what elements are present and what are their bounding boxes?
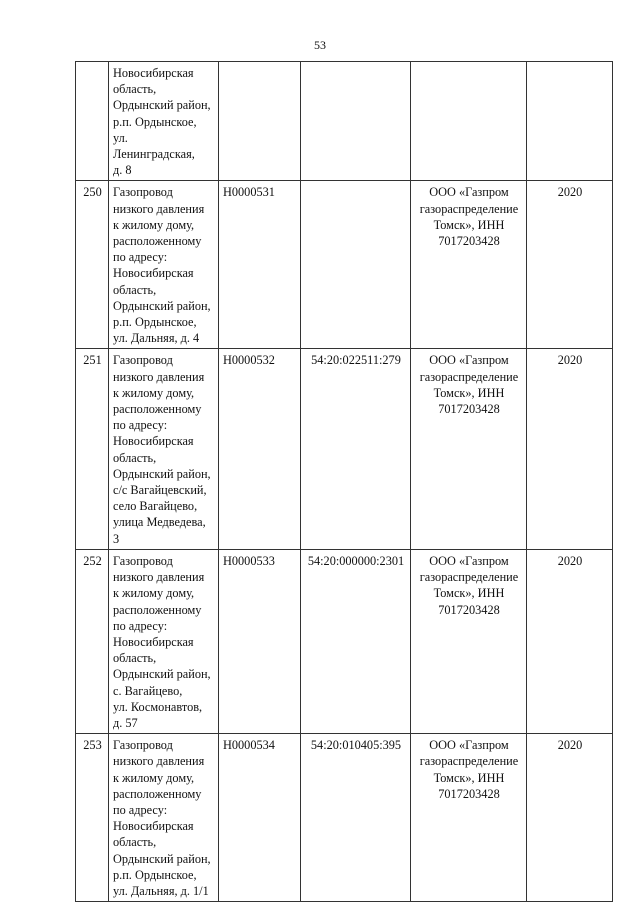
row-number: 252 xyxy=(76,549,109,733)
row-number: 250 xyxy=(76,181,109,349)
object-description: Газопровод низкого давления к жилому дому, расположенному по адресу: Новосибирская область, Ордынский район, р.п. Ордынское, ул. Дальняя, д. 1/1 xyxy=(109,734,219,902)
owner-organization: ООО «Газпром газораспределение Томск», ИНН 7017203428 xyxy=(411,549,527,733)
table-row xyxy=(76,62,613,181)
table-row xyxy=(76,349,613,549)
owner-organization: ООО «Газпром газораспределение Томск», ИНН 7017203428 xyxy=(411,734,527,902)
registry-table xyxy=(75,61,613,902)
owner-organization: ООО «Газпром газораспределение Томск», ИНН 7017203428 xyxy=(411,181,527,349)
object-description: Новосибирская область, Ордынский район, р.п. Ордынское, ул. Ленинградская, д. 8 xyxy=(109,62,219,181)
row-number xyxy=(76,62,109,181)
cadastral-number: 54:20:000000:2301 xyxy=(301,549,411,733)
cadastral-number xyxy=(301,62,411,181)
inventory-number: Н0000531 xyxy=(219,181,301,349)
cadastral-number: 54:20:010405:395 xyxy=(301,734,411,902)
cadastral-number: 54:20:022511:279 xyxy=(301,349,411,549)
object-description: Газопровод низкого давления к жилому дому, расположенному по адресу: Новосибирская область, Ордынский район, с. Вагайцево, ул. Космонавтов, д. 57 xyxy=(109,549,219,733)
object-description: Газопровод низкого давления к жилому дому, расположенному по адресу: Новосибирская область, Ордынский район, р.п. Ордынское, ул. Дальняя, д. 4 xyxy=(109,181,219,349)
table-body xyxy=(76,62,613,902)
inventory-number: Н0000534 xyxy=(219,734,301,902)
object-description: Газопровод низкого давления к жилому дому, расположенному по адресу: Новосибирская область, Ордынский район, с/с Вагайцевский, село Вагайцево, улица Медведева, 3 xyxy=(109,349,219,549)
inventory-number xyxy=(219,62,301,181)
owner-organization: ООО «Газпром газораспределение Томск», ИНН 7017203428 xyxy=(411,349,527,549)
row-number: 253 xyxy=(76,734,109,902)
page-number: 53 xyxy=(314,38,326,52)
year: 2020 xyxy=(527,549,613,733)
year xyxy=(527,62,613,181)
year: 2020 xyxy=(527,349,613,549)
row-number: 251 xyxy=(76,349,109,549)
inventory-number: Н0000533 xyxy=(219,549,301,733)
table-row xyxy=(76,181,613,349)
year: 2020 xyxy=(527,181,613,349)
table-row xyxy=(76,549,613,733)
inventory-number: Н0000532 xyxy=(219,349,301,549)
cadastral-number xyxy=(301,181,411,349)
table-row xyxy=(76,734,613,902)
owner-organization xyxy=(411,62,527,181)
year: 2020 xyxy=(527,734,613,902)
